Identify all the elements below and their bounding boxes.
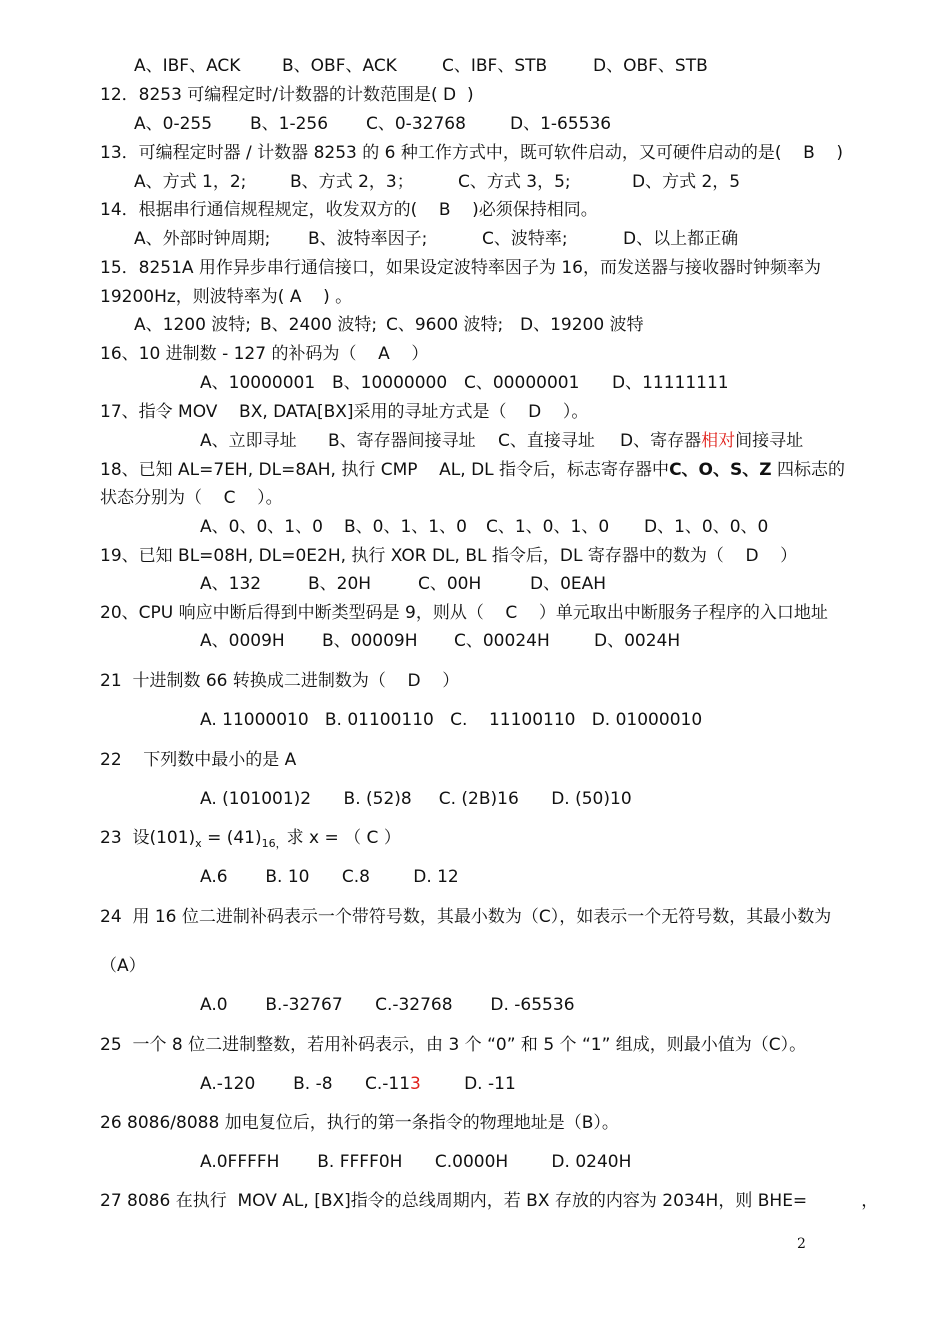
- q22-options: A. (101001)2 B. (52)8 C. (2B)16 D. (50)10: [200, 789, 632, 809]
- q18-option-c: C、1、0、1、0: [486, 517, 610, 537]
- q11-option-c: C、IBF、STB: [442, 56, 548, 76]
- q16-option-d: D、11111111: [612, 373, 729, 393]
- q26-options: A.0FFFFH B. FFFF0H C.0000H D. 0240H: [200, 1152, 632, 1172]
- q20-option-c: C、00024H: [454, 631, 550, 651]
- q17-option-d-prefix: D、寄存器: [620, 431, 702, 451]
- q15-text-line2: 19200Hz，则波特率为( A ) 。: [100, 287, 353, 307]
- q19-option-a: A、132: [200, 574, 262, 594]
- q16-option-c: C、00000001: [464, 373, 580, 393]
- q15-option-a: A、1200 波特;: [134, 315, 252, 335]
- q26-text: 26 8086/8088 加电复位后，执行的第一条指令的物理地址是（B）。: [100, 1113, 619, 1133]
- page-number: 2: [797, 1236, 806, 1252]
- q25-options-prefix: A.-120 B. -8 C.-11: [200, 1074, 411, 1094]
- q18-line1-prefix: 18、已知 AL=7EH, DL=8AH, 执行 CMP AL, DL 指令后，标志寄存器中: [100, 460, 670, 480]
- q17-option-a: A、立即寻址: [200, 431, 297, 451]
- q27-text: 27 8086 在执行 MOV AL, [BX]指令的总线周期内，若 BX 存放的内容为 2034H，则 BHE= ，: [100, 1191, 879, 1211]
- q15-option-b: B、2400 波特;: [260, 315, 378, 335]
- q19-option-c: C、00H: [418, 574, 482, 594]
- q18-option-a: A、0、0、1、0: [200, 517, 323, 537]
- q23-subscript-x: x: [195, 837, 202, 850]
- q15-text-line1: 15．8251A 用作异步串行通信接口，如果设定波特率因子为 16，而发送器与接收器时钟频率为: [100, 258, 821, 278]
- q17-text: 17、指令 MOV BX, DATA[BX]采用的寻址方式是（ D ）。: [100, 402, 589, 422]
- q18-text-line2: 状态分别为（ C ）。: [100, 488, 283, 508]
- q17-option-d-highlight: 相对: [701, 431, 736, 451]
- q13-option-a: A、方式 1，2;: [134, 172, 247, 192]
- q23-subscript-16: 16，: [261, 837, 287, 850]
- q20-option-d: D、0024H: [594, 631, 681, 651]
- q19-text: 19、已知 BL=08H, DL=0E2H, 执行 XOR DL, BL 指令后，DL 寄存器中的数为（ D ）: [100, 546, 798, 566]
- q15-option-d: D、19200 波特: [520, 315, 644, 335]
- q25-options-highlight: 3: [410, 1074, 421, 1094]
- q20-option-a: A、0009H: [200, 631, 285, 651]
- q23-prefix: 23 设(101): [100, 828, 196, 848]
- q23-middle: = (41): [201, 828, 262, 848]
- q13-text: 13．可编程定时器 / 计数器 8253 的 6 种工作方式中，既可软件启动，又可硬件启动的是( B ): [100, 143, 844, 163]
- q23-text: [100, 827, 401, 855]
- q15-option-c: C、9600 波特;: [386, 315, 504, 335]
- q22-text: 22 下列数中最小的是 A: [100, 750, 297, 770]
- q11-option-a: A、IBF、ACK: [134, 56, 241, 76]
- q18-text-line1: [100, 459, 845, 481]
- q19-option-d: D、0EAH: [530, 574, 607, 594]
- q21-text: 21 十进制数 66 转换成二进制数为（ D ）: [100, 671, 460, 691]
- q20-option-b: B、00009H: [322, 631, 418, 651]
- q24-text-line2: （A）: [100, 956, 146, 976]
- q18-flags: C、O、S、Z: [669, 460, 772, 480]
- q18-option-b: B、0、1、1、0: [344, 517, 467, 537]
- q23-suffix: 求 x = （ C ）: [286, 828, 401, 848]
- q24-options: A.0 B.-32767 C.-32768 D. -65536: [200, 995, 575, 1015]
- q13-option-d: D、方式 2，5: [632, 172, 741, 192]
- q18-line1-suffix: 四标志的: [771, 460, 845, 480]
- q20-text: 20、CPU 响应中断后得到中断类型码是 9，则从（ C ）单元取出中断服务子程序的入口地址: [100, 603, 828, 623]
- q21-options: A. 11000010 B. 01100110 C. 11100110 D. 01000010: [200, 710, 703, 730]
- q24-text-line1: 24 用 16 位二进制补码表示一个带符号数，其最小数为（C），如表示一个无符号数，其最小数为: [100, 907, 832, 927]
- q17-option-d: [620, 430, 803, 452]
- q17-option-b: B、寄存器间接寻址: [328, 431, 476, 451]
- q17-option-d-suffix: 间接寻址: [735, 431, 804, 451]
- q14-option-b: B、波特率因子;: [308, 229, 428, 249]
- q14-text: 14．根据串行通信规程规定，收发双方的( B )必须保持相同。: [100, 200, 598, 220]
- q11-option-d: D、OBF、STB: [593, 56, 708, 76]
- q14-option-a: A、外部时钟周期;: [134, 229, 271, 249]
- q14-option-c: C、波特率;: [482, 229, 568, 249]
- q12-option-b: B、1-256: [250, 114, 329, 134]
- q12-option-a: A、0-255: [134, 114, 213, 134]
- q25-text: 25 一个 8 位二进制整数，若用补码表示，由 3 个 “0” 和 5 个 “1” 组成，则最小值为（C）。: [100, 1035, 807, 1055]
- q16-text: 16、10 进制数 - 127 的补码为（ A ）: [100, 344, 429, 364]
- q25-options-suffix: D. -11: [420, 1074, 516, 1094]
- q12-option-c: C、0-32768: [366, 114, 466, 134]
- q25-options: [200, 1073, 516, 1095]
- q17-option-c: C、直接寻址: [498, 431, 595, 451]
- q16-option-a: A、10000001: [200, 373, 316, 393]
- q13-option-c: C、方式 3，5;: [458, 172, 571, 192]
- q13-option-b: B、方式 2，3；: [290, 172, 414, 192]
- q12-option-d: D、1-65536: [510, 114, 612, 134]
- q19-option-b: B、20H: [308, 574, 372, 594]
- q16-option-b: B、10000000: [332, 373, 448, 393]
- q11-option-b: B、OBF、ACK: [282, 56, 397, 76]
- q18-option-d: D、1、0、0、0: [644, 517, 769, 537]
- q12-text: 12．8253 可编程定时/计数器的计数范围是( D ): [100, 85, 474, 105]
- q14-option-d: D、以上都正确: [623, 229, 739, 249]
- q23-options: A.6 B. 10 C.8 D. 12: [200, 867, 459, 887]
